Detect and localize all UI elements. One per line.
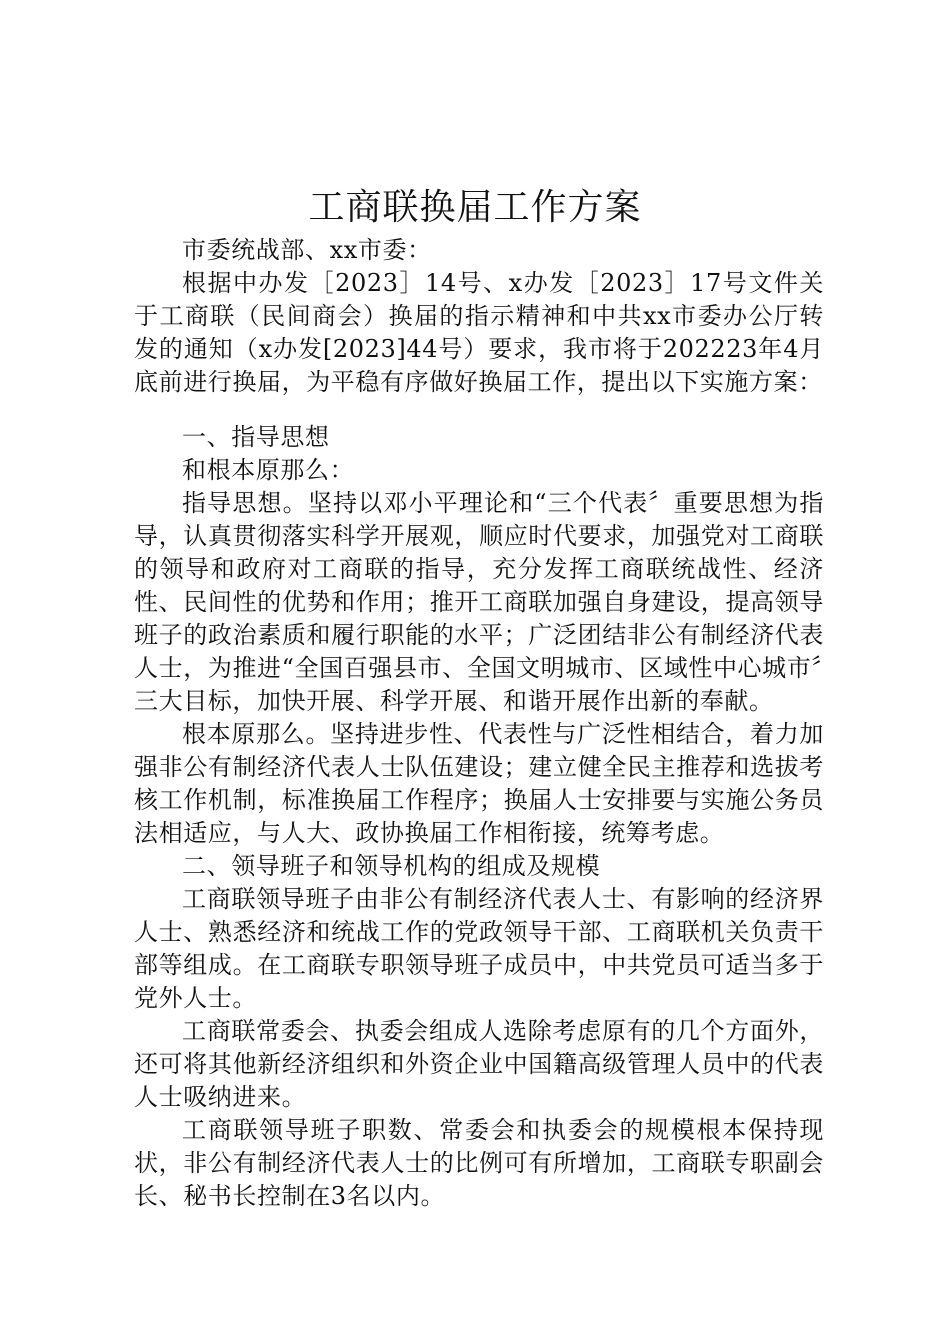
salutation: 市委统战部、xx市委： — [182, 236, 432, 264]
leadership-scale-paragraph: 工商联领导班子职数、常委会和执委会的规模根本保持现状，非公有制经济代表人士的比例可有所增加，工商联专职副会长、秘书长控制在3名以内。 — [134, 1116, 824, 1210]
basic-principle-paragraph: 根本原那么。坚持进步性、代表性与广泛性相结合，着力加强非公有制经济代表人士队伍建设；建立健全民主推荐和选拔考核工作机制，标准换届工作程序；换届人士安排要与实施公务员法相适应，与人大、政协换届工作相衔接，统筹考虑。 — [134, 720, 824, 847]
section-heading-2: 二、领导班子和领导机构的组成及规模 — [182, 852, 601, 880]
section-heading-1: 一、指导思想 — [182, 423, 330, 451]
document-body — [134, 234, 824, 1213]
intro-paragraph: 根据中办发［2023］14号、x办发［2023］17号文件关于工商联（民间商会）换届的指示精神和中共xx市委办公厅转发的通知（x办发[2023]44号）要求，我市将于202223年4月底前进行换届，为平稳有序做好换届工作，提出以下实施方案： — [134, 269, 824, 396]
section-heading-1-continued: 和根本原那么： — [182, 456, 355, 484]
document-title: 工商联换届工作方案 — [308, 187, 642, 228]
guiding-thought-paragraph: 指导思想。坚持以邓小平理论和“三个代表〞重要思想为指导，认真贯彻落实科学开展观，顺应时代要求，加强党对工商联的领导和政府对工商联的指导，充分发挥工商联统战性、经济性、民间性的优势和作用；推开工商联加强自身建设，提高领导班子的政治素质和履行职能的水平；广泛团结非公有制经济代表人士，为推进“全国百强县市、全国文明城市、区域性中心城市〞三大目标，加快开展、科学开展、和谐开展作出新的奉献。 — [134, 489, 824, 715]
committee-composition-paragraph: 工商联常委会、执委会组成人选除考虑原有的几个方面外，还可将其他新经济组织和外资企业中国籍高级管理人员中的代表人士吸纳进来。 — [134, 1017, 824, 1111]
leadership-composition-paragraph: 工商联领导班子由非公有制经济代表人士、有影响的经济界人士、熟悉经济和统战工作的党政领导干部、工商联机关负责干部等组成。在工商联专职领导班子成员中，中共党员可适当多于党外人士。 — [134, 885, 824, 1012]
